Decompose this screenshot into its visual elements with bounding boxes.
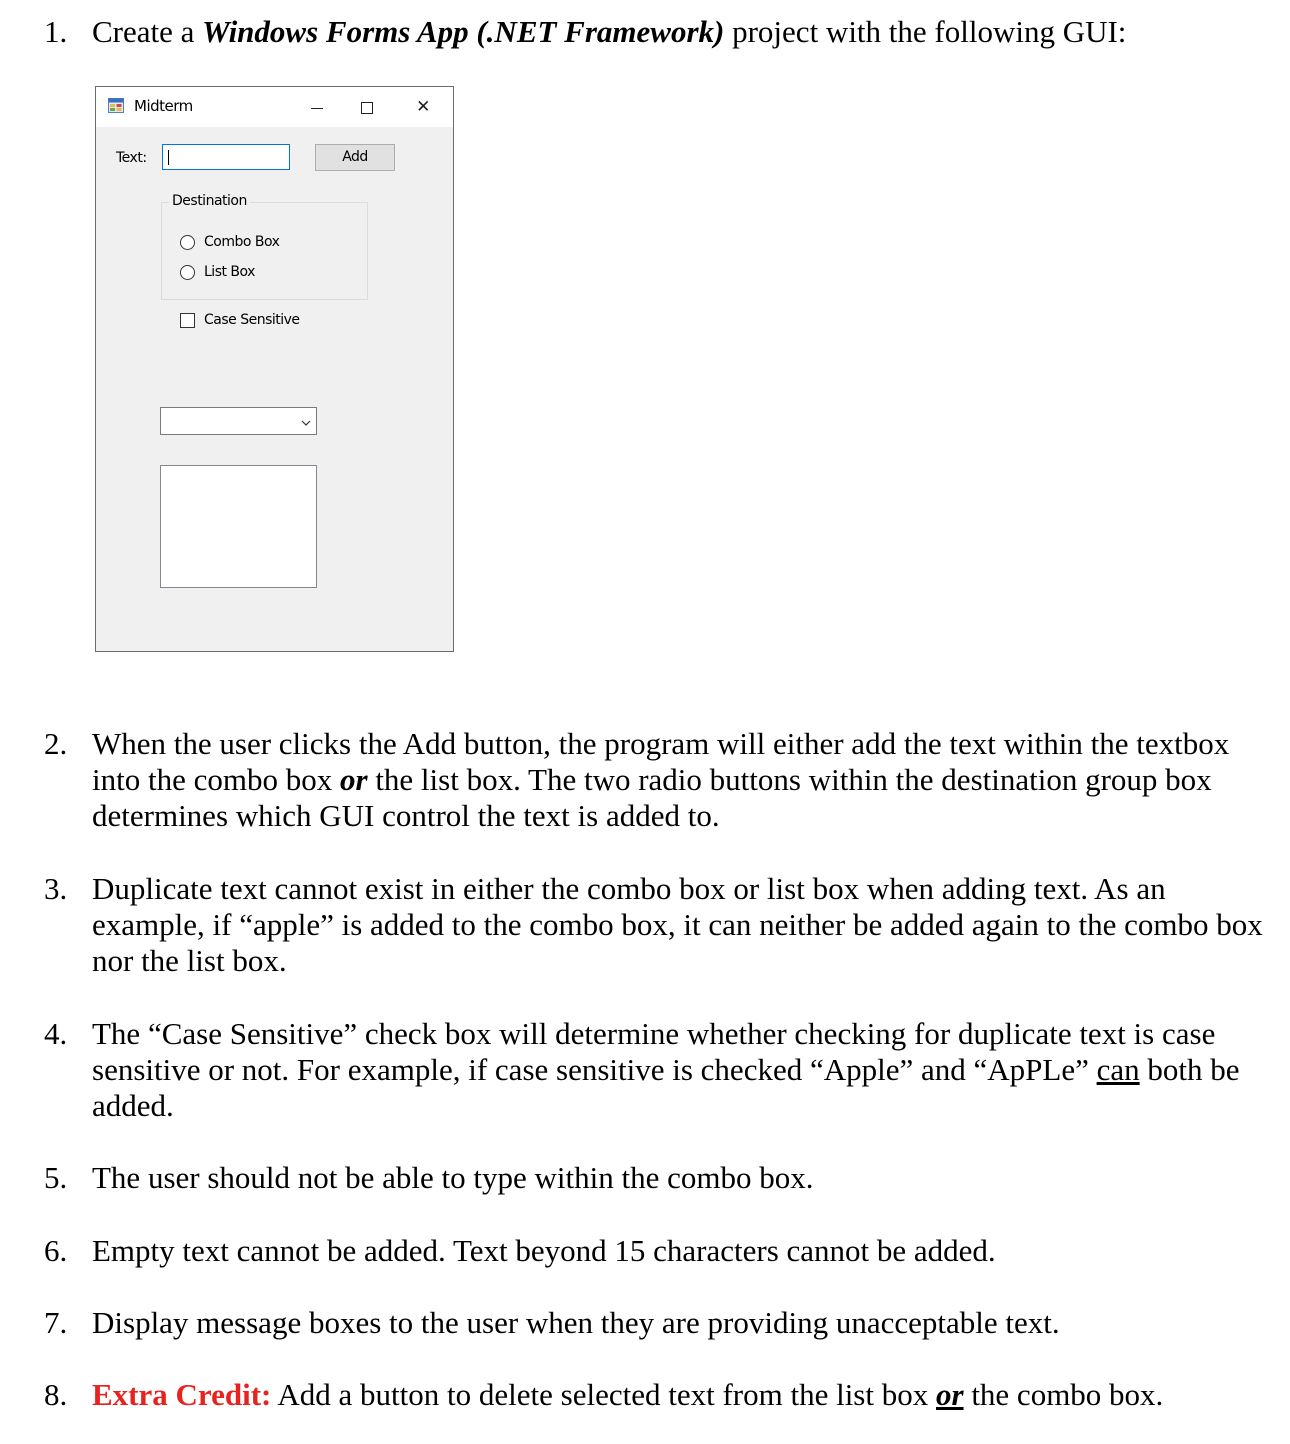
text-run: The user should not be able to type within the combo box. — [92, 1160, 814, 1195]
radio-list-box-label: List Box — [204, 264, 255, 280]
emphasis-text: or — [339, 762, 368, 797]
close-button[interactable] — [400, 93, 446, 121]
item-text — [92, 1377, 1272, 1413]
close-icon: ✕ — [416, 97, 430, 117]
text-run: the list box. The two radio buttons within the destination group box determines which GUI control the text is added to. — [92, 762, 1212, 833]
item-text — [92, 1233, 1272, 1269]
text-run: Create a — [92, 14, 203, 49]
text-run: Empty text cannot be added. Text beyond 15 characters cannot be added. — [92, 1233, 996, 1268]
destination-list-box[interactable] — [160, 465, 317, 588]
emphasis-text: Extra Credit: — [92, 1377, 272, 1412]
maximize-icon — [361, 102, 373, 114]
destination-groupbox — [161, 202, 368, 300]
emphasis-text: or — [935, 1377, 964, 1412]
item-number: 2. — [44, 726, 68, 761]
text-run: project with the following GUI: — [724, 14, 1127, 49]
minimize-button[interactable] — [294, 93, 340, 121]
item-number: 3. — [44, 871, 68, 906]
chevron-down-icon[interactable] — [301, 416, 311, 426]
text-run: the combo box. — [963, 1377, 1164, 1412]
text-input[interactable] — [162, 144, 290, 170]
minimize-icon — [311, 108, 323, 109]
destination-group-label: Destination — [169, 193, 250, 209]
item-number: 7. — [44, 1305, 68, 1340]
item-number: 4. — [44, 1016, 68, 1051]
text-caret — [168, 150, 169, 165]
text-run: When the user clicks the Add button, the program will either add the text within the textbox into the combo box — [92, 726, 1230, 797]
window-title: Midterm — [134, 97, 193, 115]
item-number: 5. — [44, 1160, 68, 1195]
add-button[interactable]: Add — [315, 144, 395, 171]
item-number: 1. — [44, 14, 68, 49]
item-text — [92, 1016, 1272, 1124]
item-number: 6. — [44, 1233, 68, 1268]
midterm-window — [95, 86, 454, 652]
item-number: 8. — [44, 1377, 68, 1412]
title-bar[interactable] — [96, 87, 453, 127]
destination-combo-box[interactable] — [160, 407, 317, 435]
emphasis-text: Windows Forms App (.NET Framework) — [202, 14, 725, 49]
maximize-button[interactable] — [344, 93, 390, 121]
item-text — [92, 14, 1272, 50]
text-label: Text: — [116, 150, 147, 166]
emphasis-text: can — [1096, 1052, 1140, 1087]
item-text — [92, 1305, 1272, 1341]
radio-circle-icon[interactable] — [180, 235, 195, 250]
radio-combo-box-label: Combo Box — [204, 234, 280, 250]
text-run: The “Case Sensitive” check box will determine whether checking for duplicate text is case sensitive or not. For example, if case sensitive is checked “Apple” and “ApPLe” — [92, 1016, 1216, 1087]
app-icon — [108, 98, 124, 113]
text-run: Display message boxes to the user when they are providing unacceptable text. — [92, 1305, 1060, 1340]
text-run: Add a button to delete selected text from the list box — [271, 1377, 936, 1412]
checkbox-square-icon[interactable] — [180, 313, 195, 328]
item-text — [92, 726, 1272, 834]
case-sensitive-label: Case Sensitive — [204, 312, 300, 328]
item-text — [92, 871, 1272, 979]
text-run: Duplicate text cannot exist in either the combo box or list box when adding text. As an example, if “apple” is added to the combo box, it can neither be added again to the combo box nor the list box. — [92, 871, 1263, 978]
item-text — [92, 1160, 1272, 1196]
text-run: both be added. — [92, 1052, 1240, 1123]
radio-circle-icon[interactable] — [180, 265, 195, 280]
